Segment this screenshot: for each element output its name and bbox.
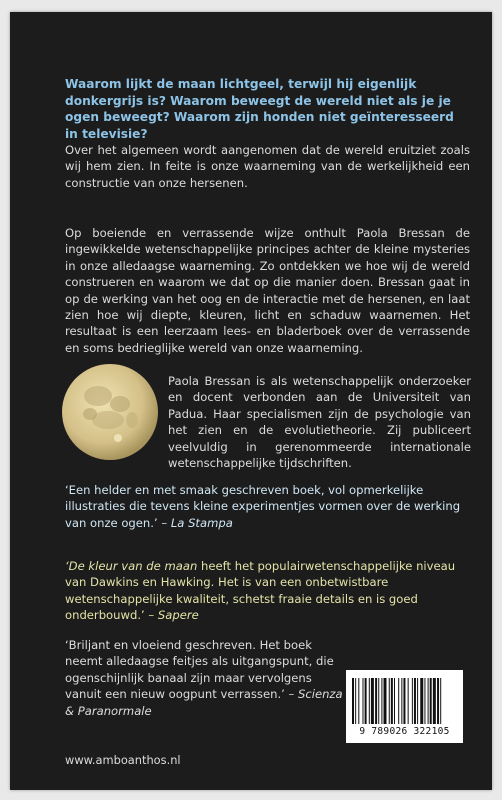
barcode-bar [371, 678, 374, 724]
barcode-bar [352, 678, 354, 724]
barcode-bar [378, 678, 379, 724]
barcode-bar [394, 678, 395, 724]
barcode-bar [384, 678, 387, 724]
barcode-bar [424, 678, 425, 724]
quote-book-title: ‘De kleur van de maan [65, 559, 198, 573]
barcode-bar [401, 678, 402, 724]
quote-text: ‘Briljant en vloeiend geschreven. Het boek neemt alledaagse feitjes als uitgangspunt, die ogenschijnlijk banaal zijn maar vervolgens vanuit een nieuw oogpunt verrassen.’ [65, 638, 334, 702]
back-cover [10, 12, 492, 790]
barcode-bar [355, 678, 356, 724]
barcode-bar [389, 678, 390, 724]
barcode-bar [420, 678, 423, 724]
barcode-bar [358, 678, 359, 724]
barcode-bar [391, 678, 393, 724]
barcode-bar [363, 678, 364, 724]
barcode-bar [433, 678, 436, 724]
barcode-bar [365, 678, 367, 724]
paragraph-description: Op boeiende en verrassende wijze onthult Paola Bressan de ingewikkelde wetenschappelijke principes achter de kleine mysteries in onze alledaagse waarneming. Zo ontdekken we hoe wij de wereld construeren en waarom we dat op die manier doen. Bressan gaat in op de werking van het oog en de interactie met de hersenen, en laat zien hoe wij diepte, kleuren, licht en schaduw waarnemen. Het resultaat is een leerzaam lees- en bladerboek over de verrassende en soms bedrieglijke wereld van onze waarneming. [65, 226, 470, 355]
barcode-bar [440, 678, 441, 724]
barcode-bars [352, 678, 457, 724]
quote-source: – La Stampa [157, 515, 233, 530]
barcode-bar [403, 678, 405, 724]
isbn-number: 9 789026 322105 [359, 726, 450, 737]
barcode-bar [381, 678, 382, 724]
barcode [346, 670, 463, 743]
quote-la-stampa [65, 482, 470, 531]
paragraph-author: Paola Bressan is als wetenschappelijk onderzoeker en docent verbonden aan de Universiteit van Padua. Haar specialismen zijn de psychologie van het zien en de evolutietheorie. Zij publiceert veelvuldig in gerenommeerde internationale wetenschappelijke tijdschriften. [168, 374, 471, 471]
quote-source: – Sapere [144, 608, 199, 623]
quote-text: ‘Een helder en met smaak geschreven boek, vol opmerkelijke illustraties die tevens kleine experimentjes vormen over de werking van onze ogen.’ [65, 483, 461, 530]
barcode-bar [408, 678, 409, 724]
barcode-bar [437, 678, 439, 724]
paragraph-intro: Over het algemeen wordt aangenomen dat de wereld eruitziet zoals wij hem zien. In feite is onze waarneming van de werkelijkheid een constructie van onze hersenen. [65, 143, 470, 190]
barcode-bar [430, 678, 432, 724]
barcode-bar [417, 678, 418, 724]
quote-sapere [65, 558, 470, 624]
barcode-bar [369, 678, 370, 724]
barcode-bar [398, 678, 399, 724]
barcode-bar [428, 678, 429, 724]
quote-scienza [65, 637, 350, 719]
moon-image [60, 362, 160, 462]
barcode-bar [412, 678, 413, 724]
lead-questions: Waarom lijkt de maan lichtgeel, terwijl hij eigenlijk donkergrijs is? Waarom beweegt de wereld niet als je je ogen beweegt? Waarom zijn honden niet geïnteresseerd in televisie? [65, 77, 454, 141]
publisher-url: www.amboanthos.nl [65, 753, 181, 767]
quote-source: – Scienza & Paranormale [65, 687, 343, 718]
barcode-bar [375, 678, 377, 724]
quote-text: heeft het populairwetenschappelijke niveau van Dawkins en Hawking. Het is van een onbetwistbare wetenschappelijke kwaliteit, schetst fraaie details en is goed onderbouwd.’ [65, 559, 456, 623]
barcode-bar [414, 678, 416, 724]
